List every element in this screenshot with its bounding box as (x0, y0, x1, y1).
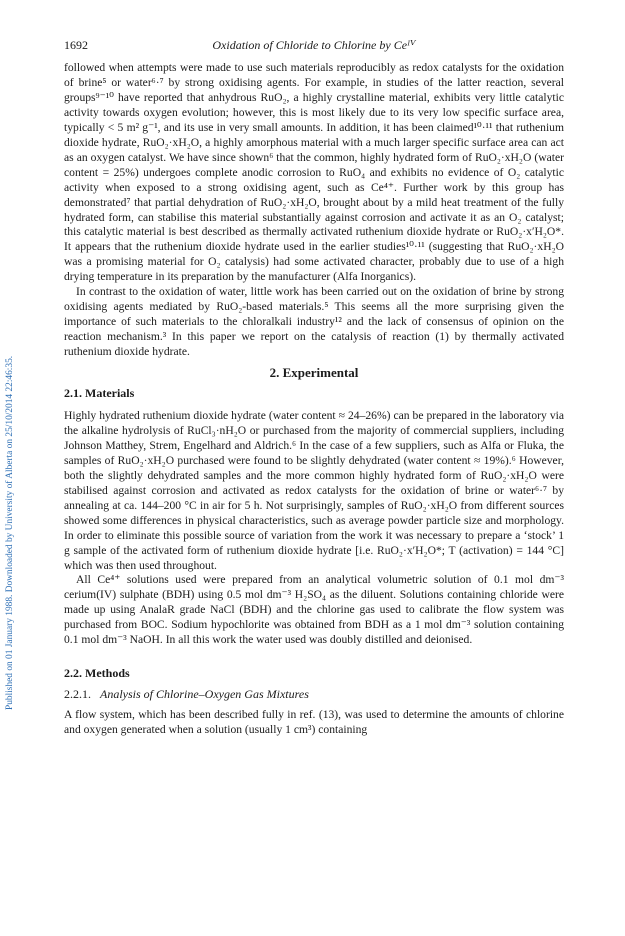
running-title: Oxidation of Chloride to Chlorine by Ceᴵⱽ (212, 38, 416, 52)
page-number: 1692 (64, 38, 88, 52)
paragraph: Highly hydrated ruthenium dioxide hydrate (water content ≈ 24–26%) can be prepared in the laboratory via the alkaline hydrolysis of RuCl₃·nH₂O or purchased from the majority of commercial suppliers, including Johnson Matthey, Strem, Engelhard and Aldrich.⁶ In the case of a few suppliers, such as Alfa or Fluka, the samples of RuO₂·xH₂O purchased were found to be slightly dehydrated (water content ≈ 19%).⁶ However, both the slightly dehydrated samples and the more common highly hydrated form of RuO₂·xH₂O were stabilised against corrosion and activated as redox catalysts for the oxidation of brine or water⁶·⁷ by annealing at ca. 144–200 °C in air for 5 h. Not surprisingly, samples of RuO₂·xH₂O from different sources showed some differences in physical characteristics, such as average powder particle size and morphology. In order to eliminate this possible source of variation from the work it was necessary to prepare a ‘stock’ 1 g sample of the activated form of ruthenium dioxide hydrate [i.e. RuO₂·x′H₂O*; T (activation) = 144 °C] which was then used throughout. (64, 408, 564, 572)
article-body (64, 61, 564, 738)
subsubsection-heading (64, 687, 564, 702)
paragraph: In contrast to the oxidation of water, little work has been carried out on the oxidation of brine by strong oxidising agents mediated by RuO₂-based materials.⁵ This seems all the more surprising given the importance of such materials to the chloralkali industry¹² and the lack of consensus of opinion on the reaction mechanism.³ In this paper we report on the catalysis of reaction (1) by thermally activated ruthenium dioxide hydrate. (64, 285, 564, 359)
section-heading: 2. Experimental (269, 365, 359, 381)
paragraph: All Ce⁴⁺ solutions used were prepared from an analytical volumetric solution of 0.1 mol dm⁻³ cerium(IV) sulphate (BDH) using 0.5 mol dm⁻³ H₂SO₄ as the diluent. Solutions containing chloride were made up using AnalaR grade NaCl (BDH) and the chlorine gas used to calibrate the flow system was purchased from BOC. Sodium hypochlorite was obtained from BDH as a 1 mol dm⁻³ solution containing 0.1 mol dm⁻³ NaOH. In all this work the water used was doubly distilled and deionised. (64, 573, 564, 647)
subsubsection-title: Analysis of Chlorine–Oxygen Gas Mixtures (100, 687, 309, 702)
page-header (64, 38, 564, 54)
paragraph: A flow system, which has been described fully in ref. (13), was used to determine the amounts of chlorine and oxygen generated when a solution (usually 1 cm³) containing (64, 708, 564, 737)
subsubsection-number: 2.2.1. (64, 687, 91, 702)
subsection-heading: 2.2. Methods (64, 666, 130, 681)
download-notice-text: Published on 01 January 1988. Downloaded by University of Alberta on 25/10/2014 22:46:35. (5, 355, 15, 710)
paragraph: followed when attempts were made to use such materials reproducibly as redox catalysts for the oxidation of brine⁵ or water⁶·⁷ by strong oxidising agents. For example, in studies of the latter reaction, several groups⁹⁻¹⁰ have reported that anhydrous RuO₂, a highly crystalline material, exhibits very little catalytic activity towards oxygen evolution; however, this is most likely due to its very low specific surface area, typically < 5 m² g⁻¹, and its use in very small amounts. In addition, it has been claimed¹⁰·¹¹ that ruthenium dioxide hydrate, RuO₂·xH₂O, a highly amorphous material with a much larger specific surface area can act as an oxygen catalyst. We have since shown⁶ that the common, highly hydrated form of RuO₂·xH₂O (water content = 25%) undergoes complete anodic corrosion to RuO₄ and exhibits no evidence of O₂ catalytic activity when exposed to a strong oxidising agent, such as Ce⁴⁺. Further work by this group has demonstrated⁷ that partial dehydration of RuO₂·xH₂O, brought about by a mild heat treatment of the fully hydrated form, can stabilise this material substantially against corrosion and activate it as an O₂ catalyst; this catalytic material is best described as thermally activated ruthenium dioxide hydrate or RuO₂·x′H₂O*. It appears that the ruthenium dioxide hydrate used in the earlier studies¹⁰·¹¹ (suggesting that RuO₂·xH₂O was a promising material for O₂ catalysis) had some activated character, probably due to use of a high drying temperature in its preparation by the manufacturer (Alfa Inorganics). (64, 61, 564, 284)
download-notice (4, 150, 18, 710)
subsection-heading: 2.1. Materials (64, 386, 135, 401)
